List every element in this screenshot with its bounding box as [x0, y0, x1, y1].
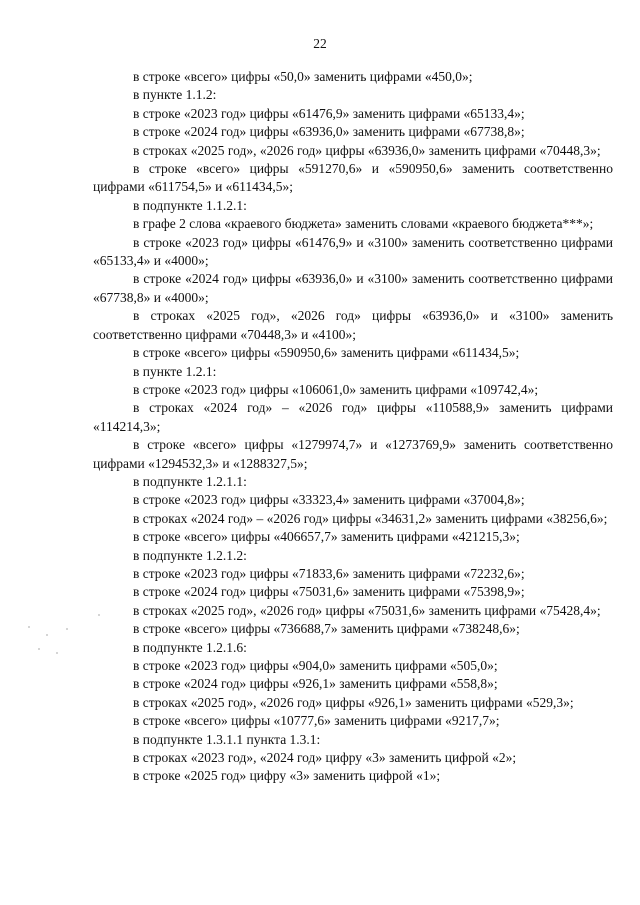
page-number: 22	[313, 36, 327, 51]
paragraph: в строках «2025 год», «2026 год» цифры «63936,0» и «3100» заменить соответственно цифрами «70448,3» и «4100»;	[93, 308, 613, 342]
scan-speck	[46, 634, 48, 636]
paragraph: в пункте 1.1.2:	[133, 87, 217, 103]
paragraph: в строке «всего» цифры «591270,6» и «590950,6» заменить соответственно цифрами «611754,5» и «611434,5»;	[93, 161, 613, 195]
paragraph: в строке «2024 год» цифры «926,1» заменить цифрами «558,8»;	[133, 676, 498, 692]
paragraph: в строке «всего» цифры «590950,6» заменить цифрами «611434,5»;	[133, 345, 520, 361]
document-body	[93, 68, 613, 786]
scan-speck	[66, 628, 68, 630]
paragraph: в строке «2023 год» цифры «33323,4» заменить цифрами «37004,8»;	[133, 492, 525, 508]
paragraph: в подпункте 1.2.1.6:	[133, 639, 247, 655]
paragraph: в строках «2023 год», «2024 год» цифру «3» заменить цифрой «2»;	[133, 750, 517, 766]
paragraph: в подпункте 1.2.1.2:	[133, 547, 247, 563]
paragraph: в строках «2024 год» – «2026 год» цифры «34631,2» заменить цифрами «38256,6»;	[133, 510, 608, 526]
paragraph: в строке «2024 год» цифры «75031,6» заменить цифрами «75398,9»;	[133, 584, 525, 600]
paragraph: в строке «2023 год» цифры «106061,0» заменить цифрами «109742,4»;	[133, 381, 539, 397]
paragraph: в строках «2025 год», «2026 год» цифры «926,1» заменить цифрами «529,3»;	[133, 694, 574, 710]
paragraph: в строке «2024 год» цифры «63936,0» заменить цифрами «67738,8»;	[133, 124, 525, 140]
paragraph: в строке «всего» цифры «50,0» заменить цифрами «450,0»;	[133, 69, 473, 84]
paragraph: в строках «2025 год», «2026 год» цифры «75031,6» заменить цифрами «75428,4»;	[133, 602, 601, 618]
scan-speck	[56, 652, 58, 654]
paragraph: в строке «всего» цифры «406657,7» заменить цифрами «421215,3»;	[133, 529, 520, 545]
paragraph: в строках «2024 год» – «2026 год» цифры «110588,9» заменить цифрами «114214,3»;	[93, 400, 613, 434]
paragraph: в строке «всего» цифры «736688,7» заменить цифрами «738248,6»;	[133, 621, 520, 637]
scan-speck	[98, 614, 100, 616]
paragraph: в строке «2023 год» цифры «71833,6» заменить цифрами «72232,6»;	[133, 565, 525, 581]
paragraph: в подпункте 1.1.2.1:	[133, 197, 247, 213]
paragraph: в строке «всего» цифры «1279974,7» и «1273769,9» заменить соответственно цифрами «1294532,3» и «1288327,5»;	[93, 437, 613, 471]
paragraph: в строке «2023 год» цифры «904,0» заменить цифрами «505,0»;	[133, 658, 498, 673]
scan-speck	[28, 626, 30, 628]
paragraph: в строках «2025 год», «2026 год» цифры «63936,0» заменить цифрами «70448,3»;	[133, 142, 601, 158]
paragraph: в строке «2024 год» цифры «63936,0» и «3100» заменить соответственно цифрами «67738,8» и «4000»;	[93, 271, 613, 305]
paragraph: в графе 2 слова «краевого бюджета» заменить словами «краевого бюджета***»;	[133, 216, 594, 232]
paragraph: в строке «всего» цифры «10777,6» заменить цифрами «9217,7»;	[133, 713, 500, 729]
paragraph: в строке «2025 год» цифру «3» заменить цифрой «1»;	[133, 768, 441, 784]
paragraph: в строке «2023 год» цифры «61476,9» заменить цифрами «65133,4»;	[133, 105, 525, 121]
paragraph: в строке «2023 год» цифры «61476,9» и «3100» заменить соответственно цифрами «65133,4» и «4000»;	[93, 234, 613, 269]
paragraph: в пункте 1.2.1:	[133, 363, 217, 379]
paragraph: в подпункте 1.2.1.1:	[133, 473, 247, 489]
scan-speck	[38, 648, 40, 650]
paragraph: в подпункте 1.3.1.1 пункта 1.3.1:	[133, 731, 321, 747]
